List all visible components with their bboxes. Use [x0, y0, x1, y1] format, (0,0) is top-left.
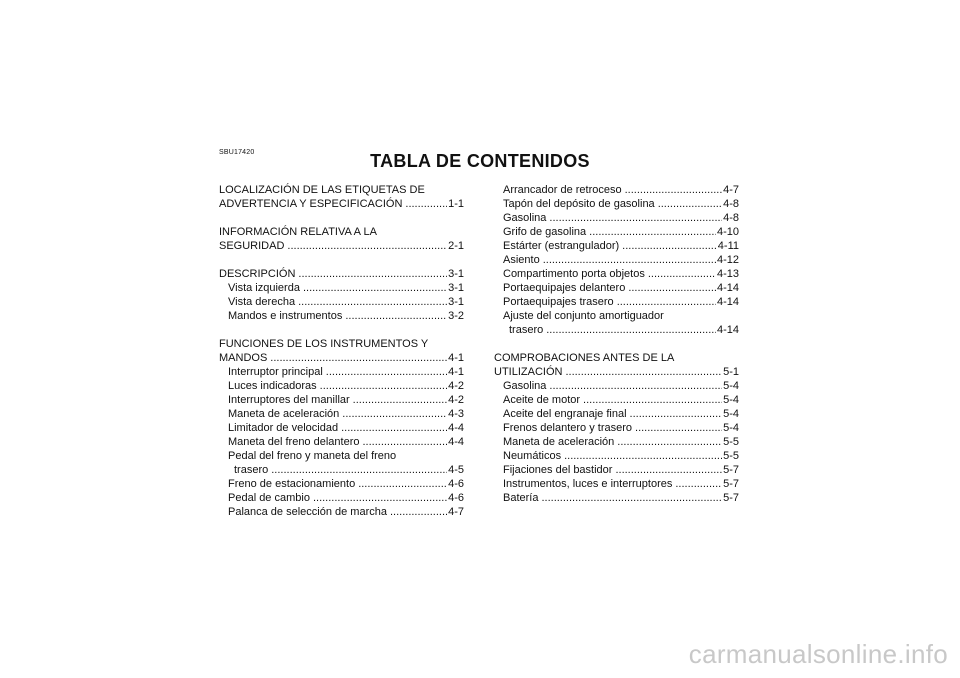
toc-subsection-entry[interactable] [494, 267, 739, 281]
toc-dot-leader [298, 295, 447, 309]
toc-page-number: 4-7 [723, 184, 739, 196]
toc-section-entry[interactable] [219, 183, 464, 197]
toc-subsection-entry[interactable] [494, 449, 739, 463]
toc-entry-title: Maneta del freno delantero [228, 436, 360, 448]
toc-subsection-entry[interactable] [219, 295, 464, 309]
toc-dot-leader [635, 421, 722, 435]
toc-subsection-entry[interactable] [494, 491, 739, 505]
toc-subsection-entry[interactable] [219, 407, 464, 421]
toc-dot-leader [362, 435, 447, 449]
toc-dot-leader [341, 421, 447, 435]
toc-entry-title: Grifo de gasolina [503, 226, 587, 238]
toc-page-number: 5-4 [723, 408, 739, 420]
toc-dot-leader [345, 309, 447, 323]
toc-entry-title: Tapón del depósito de gasolina [503, 198, 655, 210]
toc-dot-leader [320, 379, 447, 393]
toc-subsection-entry[interactable] [219, 449, 464, 463]
toc-subsection-entry[interactable] [494, 435, 739, 449]
toc-entry-title: Aceite del engranaje final [503, 408, 627, 420]
toc-entry-title: Arrancador de retroceso [503, 184, 622, 196]
toc-page-number: 5-4 [723, 394, 739, 406]
toc-entry-title: Aceite de motor [503, 394, 581, 406]
toc-entry-title: Estárter (estrangulador) [503, 240, 620, 252]
toc-dot-leader [549, 211, 722, 225]
toc-right-column [494, 183, 739, 505]
toc-page-number: 4-3 [448, 408, 464, 420]
toc-page-number: 4-10 [716, 226, 739, 238]
toc-entry-title: Vista izquierda [228, 282, 300, 294]
toc-entry-title: Limitador de velocidad [228, 422, 339, 434]
toc-page-number: 5-4 [723, 380, 739, 392]
toc-page-number: 4-6 [448, 492, 464, 504]
toc-dot-leader [564, 449, 722, 463]
toc-subsection-entry[interactable] [494, 295, 739, 309]
toc-entry-title: Compartimento porta objetos [503, 268, 645, 280]
toc-entry-title: Interruptores del manillar [228, 394, 350, 406]
toc-dot-leader [390, 505, 447, 519]
toc-subsection-entry[interactable] [494, 477, 739, 491]
toc-entry-title: Instrumentos, luces e interruptores [503, 478, 673, 490]
toc-subsection-entry[interactable] [494, 225, 739, 239]
toc-page-number: 4-1 [448, 352, 464, 364]
toc-section-entry[interactable] [219, 267, 464, 281]
toc-dot-leader [617, 295, 716, 309]
toc-entry-title: Frenos delantero y trasero [503, 422, 633, 434]
toc-page-number: 4-14 [716, 296, 739, 308]
toc-entry-title: FUNCIONES DE LOS INSTRUMENTOS Y [219, 338, 429, 350]
toc-dot-leader [543, 253, 716, 267]
toc-section-entry[interactable] [494, 365, 739, 379]
toc-spacer [219, 253, 464, 267]
toc-entry-title: Gasolina [503, 212, 547, 224]
toc-page-number: 4-13 [716, 268, 739, 280]
toc-dot-leader [648, 267, 716, 281]
toc-dot-leader [342, 407, 447, 421]
toc-dot-leader [622, 239, 717, 253]
toc-dot-leader [630, 407, 723, 421]
toc-dot-leader [353, 393, 447, 407]
toc-dot-leader [303, 281, 447, 295]
toc-dot-leader [326, 365, 447, 379]
toc-dot-leader [271, 463, 447, 477]
toc-entry-title: Pedal del freno y maneta del freno [228, 450, 397, 462]
toc-entry-title: trasero [234, 464, 269, 476]
toc-page-number: 3-2 [448, 310, 464, 322]
toc-page-number: 2-1 [448, 240, 464, 252]
toc-entry-title: SEGURIDAD [219, 240, 285, 252]
toc-page-number: 5-7 [723, 478, 739, 490]
toc-spacer [494, 337, 739, 351]
toc-page-number: 5-5 [723, 436, 739, 448]
toc-subsection-entry[interactable] [494, 197, 739, 211]
toc-entry-title: Portaequipajes delantero [503, 282, 626, 294]
toc-subsection-entry[interactable] [219, 421, 464, 435]
toc-page-number: 4-8 [723, 212, 739, 224]
toc-subsection-entry[interactable] [494, 323, 739, 337]
toc-subsection-entry[interactable] [494, 211, 739, 225]
toc-entry-title: trasero [509, 324, 544, 336]
toc-page-number: 4-4 [448, 436, 464, 448]
toc-subsection-entry[interactable] [494, 239, 739, 253]
toc-dot-leader [589, 225, 716, 239]
toc-dot-leader [270, 351, 447, 365]
toc-section-entry[interactable] [494, 351, 739, 365]
toc-subsection-entry[interactable] [494, 183, 739, 197]
toc-section-entry[interactable] [219, 197, 464, 211]
toc-page-number: 5-7 [723, 492, 739, 504]
toc-page-number: 4-12 [716, 254, 739, 266]
toc-entry-title: Mandos e instrumentos [228, 310, 343, 322]
toc-entry-title: Palanca de selección de marcha [228, 506, 387, 518]
toc-dot-leader [615, 463, 722, 477]
toc-subsection-entry[interactable] [219, 309, 464, 323]
toc-subsection-entry[interactable] [494, 309, 739, 323]
toc-dot-leader [675, 477, 722, 491]
toc-entry-title: LOCALIZACIÓN DE LAS ETIQUETAS DE [219, 184, 425, 196]
toc-dot-leader [298, 267, 447, 281]
toc-left-column [219, 183, 464, 519]
toc-entry-title: Luces indicadoras [228, 380, 317, 392]
watermark: carmanualsonline.info [688, 639, 948, 669]
toc-dot-leader [313, 491, 447, 505]
toc-entry-title: Maneta de aceleración [503, 436, 615, 448]
toc-page-number: 4-4 [448, 422, 464, 434]
toc-section-entry[interactable] [219, 239, 464, 253]
toc-entry-title: COMPROBACIONES ANTES DE LA [494, 352, 675, 364]
toc-entry-title: Asiento [503, 254, 540, 266]
toc-entry-title: INFORMACIÓN RELATIVA A LA [219, 226, 377, 238]
toc-subsection-entry[interactable] [219, 491, 464, 505]
page-title: TABLA DE CONTENIDOS [370, 151, 590, 171]
toc-entry-title: Neumáticos [503, 450, 562, 462]
toc-page-number: 4-11 [717, 240, 739, 252]
toc-subsection-entry[interactable] [494, 379, 739, 393]
toc-entry-title: MANDOS [219, 352, 268, 364]
toc-subsection-entry[interactable] [219, 393, 464, 407]
toc-subsection-entry[interactable] [219, 281, 464, 295]
toc-page-number: 5-7 [723, 464, 739, 476]
toc-subsection-entry[interactable] [219, 379, 464, 393]
toc-section-entry[interactable] [219, 337, 464, 351]
toc-page-number: 4-14 [716, 282, 739, 294]
toc-page-number: 4-5 [448, 464, 464, 476]
toc-dot-leader [625, 183, 722, 197]
toc-page-number: 1-1 [448, 198, 464, 210]
toc-dot-leader [565, 365, 722, 379]
toc-subsection-entry[interactable] [494, 253, 739, 267]
toc-dot-leader [549, 379, 722, 393]
toc-page-number: 5-1 [723, 366, 739, 378]
toc-section-entry[interactable] [219, 225, 464, 239]
toc-subsection-entry[interactable] [219, 477, 464, 491]
toc-page-number: 4-2 [448, 380, 464, 392]
toc-subsection-entry[interactable] [219, 365, 464, 379]
toc-dot-leader [583, 393, 722, 407]
toc-page-number: 5-4 [723, 422, 739, 434]
toc-entry-title: Portaequipajes trasero [503, 296, 614, 308]
toc-page-number: 5-5 [723, 450, 739, 462]
document-code: SBU17420 [219, 149, 255, 156]
toc-page-number: 4-14 [716, 324, 739, 336]
toc-subsection-entry[interactable] [494, 407, 739, 421]
toc-page-number: 3-1 [448, 282, 464, 294]
toc-section-entry[interactable] [219, 351, 464, 365]
toc-dot-leader [405, 197, 447, 211]
toc-dot-leader [358, 477, 447, 491]
toc-dot-leader [658, 197, 722, 211]
toc-spacer [219, 323, 464, 337]
toc-entry-title: Interruptor principal [228, 366, 323, 378]
toc-entry-title: Ajuste del conjunto amortiguador [503, 310, 664, 322]
toc-page-number: 4-8 [723, 198, 739, 210]
toc-page-number: 4-1 [448, 366, 464, 378]
toc-subsection-entry[interactable] [219, 505, 464, 519]
toc-entry-title: Freno de estacionamiento [228, 478, 356, 490]
toc-entry-title: DESCRIPCIÓN [219, 268, 296, 280]
toc-dot-leader [546, 323, 716, 337]
toc-entry-title: Vista derecha [228, 296, 296, 308]
toc-dot-leader [628, 281, 716, 295]
toc-entry-title: Batería [503, 492, 539, 504]
toc-subsection-entry[interactable] [494, 463, 739, 477]
toc-entry-title: ADVERTENCIA Y ESPECIFICACIÓN [219, 198, 403, 210]
toc-dot-leader [541, 491, 722, 505]
toc-entry-title: UTILIZACIÓN [494, 366, 563, 378]
toc-page-number: 3-1 [448, 296, 464, 308]
toc-subsection-entry[interactable] [219, 463, 464, 477]
toc-page-number: 4-2 [448, 394, 464, 406]
toc-entry-title: Pedal de cambio [228, 492, 310, 504]
toc-subsection-entry[interactable] [494, 421, 739, 435]
toc-entry-title: Gasolina [503, 380, 547, 392]
toc-spacer [219, 211, 464, 225]
toc-page-number: 4-6 [448, 478, 464, 490]
toc-entry-title: Fijaciones del bastidor [503, 464, 613, 476]
toc-entry-title: Maneta de aceleración [228, 408, 340, 420]
toc-subsection-entry[interactable] [494, 393, 739, 407]
toc-dot-leader [287, 239, 447, 253]
toc-page-number: 3-1 [448, 268, 464, 280]
toc-dot-leader [617, 435, 722, 449]
toc-subsection-entry[interactable] [219, 435, 464, 449]
toc-page-number: 4-7 [448, 506, 464, 518]
toc-subsection-entry[interactable] [494, 281, 739, 295]
